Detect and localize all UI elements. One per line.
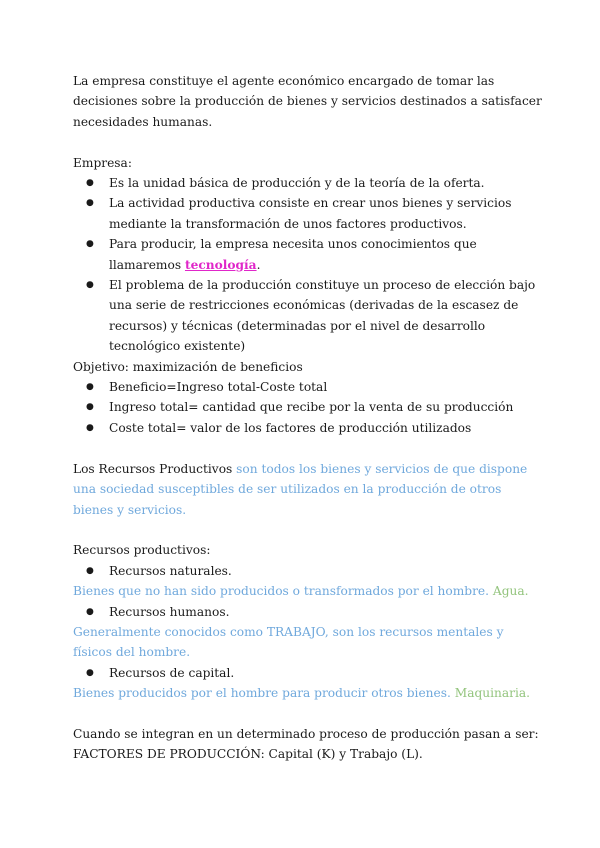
list-item: ● La actividad productiva consiste en crear unos bienes y servicios mediante la transformación de unos factores productivos.	[73, 193, 543, 234]
list-item	[73, 234, 543, 275]
list-item: ● Beneficio=Ingreso total-Coste total	[73, 377, 543, 397]
capital-description	[73, 683, 543, 703]
recursos-heading: Recursos productivos:	[73, 543, 211, 558]
list-item: ● Recursos de capital.	[73, 663, 543, 683]
naturales-list	[73, 561, 543, 581]
closing-line-2: FACTORES DE PRODUCCIÓN: Capital (K) y Trabajo (L).	[73, 747, 423, 762]
list-item: ● Recursos humanos.	[73, 602, 543, 622]
recursos-definition-text: son todos los bienes y servicios de que dispone una sociedad susceptibles de ser utilizados en la producción de otros bienes y servicios.	[73, 461, 528, 517]
humanos-description: Generalmente conocidos como TRABAJO, son los recursos mentales y físicos del hombre.	[73, 624, 504, 660]
list-item: ● Coste total= valor de los factores de producción utilizados	[73, 418, 543, 438]
document-body	[73, 71, 543, 765]
recursos-term: Los Recursos Productivos	[73, 461, 233, 476]
naturales-example: Agua.	[492, 584, 529, 599]
period: .	[256, 257, 261, 272]
capital-example: Maquinaria.	[454, 686, 531, 701]
list-item: ● Ingreso total= cantidad que recibe por la venta de su producción	[73, 397, 543, 417]
objetivo-heading: Objetivo: maximización de beneficios	[73, 359, 303, 374]
empresa-list	[73, 173, 543, 357]
list-item: ● Es la unidad básica de producción y de la teoría de la oferta.	[73, 173, 543, 193]
recursos-definition	[73, 459, 543, 520]
list-item: ● El problema de la producción constituye un proceso de elección bajo una serie de restricciones económicas (derivadas de la escasez de recursos) y técnicas (determinadas por el nivel de desarrollo tecnológico existente)	[73, 275, 543, 357]
capital-desc-text: Bienes producidos por el hombre para producir otros bienes.	[73, 686, 455, 701]
tecnologia-link[interactable]: tecnología	[184, 257, 257, 272]
naturales-description	[73, 581, 543, 601]
naturales-desc-text: Bienes que no han sido producidos o transformados por el hombre.	[73, 584, 493, 599]
humanos-list	[73, 602, 543, 622]
empresa-heading: Empresa:	[73, 155, 132, 170]
closing-line-1: Cuando se integran en un determinado proceso de producción pasan a ser:	[73, 726, 539, 741]
capital-list	[73, 663, 543, 683]
objetivo-list	[73, 377, 543, 438]
list-item-text: Para producir, la empresa necesita unos conocimientos que llamaremos	[109, 237, 477, 272]
list-item: ● Recursos naturales.	[73, 561, 543, 581]
intro-paragraph: La empresa constituye el agente económico encargado de tomar las decisiones sobre la producción de bienes y servicios destinados a satisfacer necesidades humanas.	[73, 74, 542, 129]
